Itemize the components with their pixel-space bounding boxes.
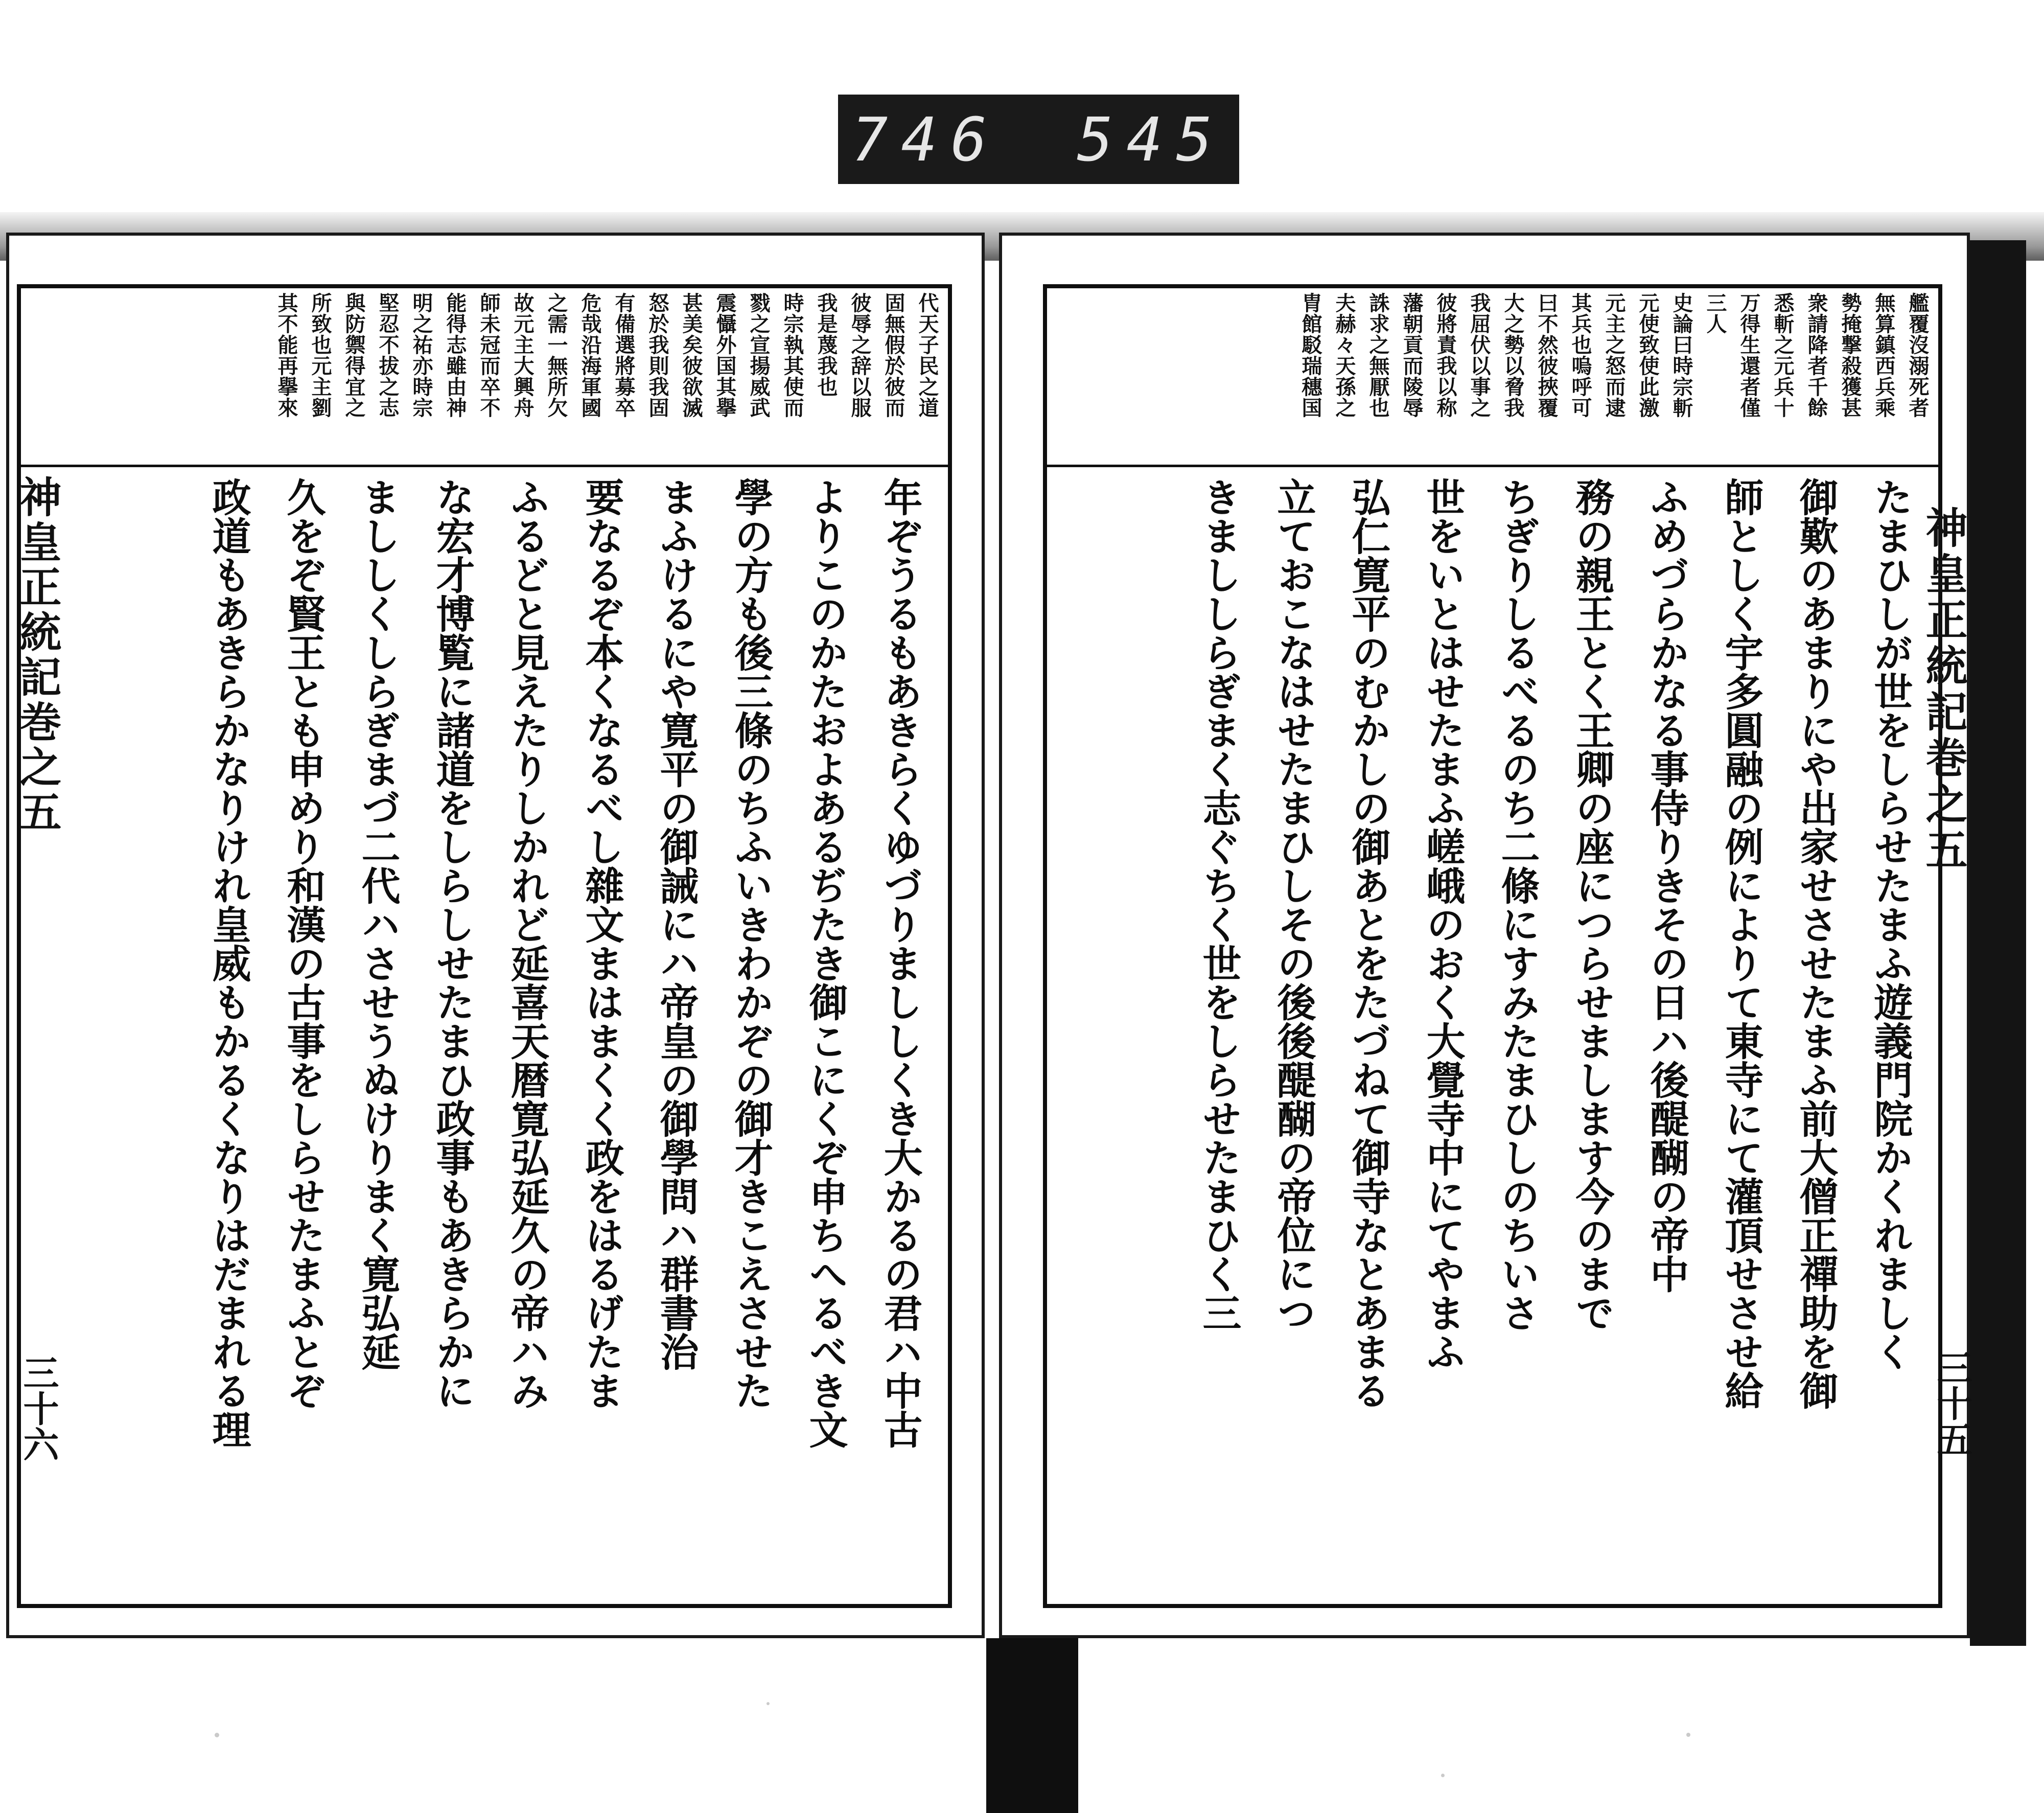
kanbun-line: 我是蔑我也 <box>814 292 838 397</box>
plate-right-number: 545 <box>1077 104 1226 175</box>
catalogue-number-plate <box>838 95 1239 184</box>
kanbun-line: 悉斬之元兵十 <box>1771 292 1795 418</box>
text-line: 世をいとはせたまふ嵯峨のおく大覺寺中にてやまふ <box>1420 477 1466 1371</box>
kanbun-line: 勢掩撃殺獲甚 <box>1838 292 1862 418</box>
kanbun-line: 元使致使此激 <box>1636 292 1660 418</box>
kanbun-line: 師未冠而卒不 <box>477 292 501 418</box>
text-line: 學の方も後三條のちふいきわかぞの御才きこえさせた <box>728 477 774 1410</box>
plate-left-number: 746 <box>851 104 1001 175</box>
kanbun-line: 危哉沿海軍國 <box>578 292 602 418</box>
right-running-head: 神皇正統記巻之五 <box>1919 506 1968 874</box>
text-line: 久をぞ賢王とも申めり和漢の古事をしらせたまふとぞ <box>281 477 326 1410</box>
ink-speck <box>766 1702 770 1705</box>
right-page-edge-shadow <box>1970 240 2026 1646</box>
left-running-head: 神皇正統記巻之五 <box>13 475 62 835</box>
kanbun-line: 怒於我則我固 <box>645 292 669 418</box>
right-kanbun-header <box>1047 288 1938 467</box>
kanbun-line: 震懾外国其擧 <box>713 292 737 418</box>
text-line: 政道もあきらかなりけれ皇威もかるくなりはだまれる理 <box>206 477 251 1449</box>
kanbun-line: 曰不然彼挾覆 <box>1535 292 1559 418</box>
text-line: 務の親王とく王卿の座につらせまします今のまで <box>1569 477 1615 1332</box>
text-line: 年ぞうるもあきらくゆづりまししくき大かるの君ハ中古 <box>877 477 923 1449</box>
kanbun-line: 故元主大興舟 <box>510 292 535 418</box>
kanbun-line: 彼將責我以称 <box>1433 292 1457 418</box>
text-line: 師としく宇多圓融の例によりて東寺にて灌頂せさせ給 <box>1718 477 1764 1410</box>
kanbun-line: 万得生還者僅 <box>1737 292 1761 418</box>
ink-speck <box>215 1733 219 1737</box>
right-folio: 三十五 <box>1931 1349 1973 1457</box>
kanbun-line: 胄館駁瑞穗国 <box>1298 292 1322 418</box>
text-line: ふめづらかなる事侍りきその日ハ後醍醐の帝中 <box>1644 477 1689 1293</box>
kanbun-line: 我屈伏以事之 <box>1467 292 1491 418</box>
text-line: たまひしが世をしらせたまふ遊義門院かくれましく <box>1868 477 1913 1371</box>
ink-speck <box>1441 1774 1445 1777</box>
text-line: 立ておこなはせたまひしその後後醍醐の帝位につ <box>1271 477 1316 1332</box>
kanbun-line: 大之勢以脅我 <box>1501 292 1525 418</box>
kanbun-line: 彼辱之辞以服 <box>848 292 872 418</box>
kanbun-line: 有備選將募卒 <box>612 292 636 418</box>
text-line: ちぎりしるべるのち二條にすみたまひしのちいさ <box>1495 477 1540 1332</box>
kanbun-line: 固無假於彼而 <box>881 292 905 418</box>
kanbun-line: 甚美矣彼欲滅 <box>679 292 703 418</box>
right-text-frame <box>1043 284 1942 1608</box>
text-line: な宏才博覧に諸道をしらしせたまひ政事もあきらかに <box>430 477 475 1410</box>
text-line: まししくしらぎまづ二代ハさせうぬけりまく寛弘延 <box>355 477 401 1371</box>
kanbun-line: 衆請降者千餘 <box>1804 292 1828 418</box>
kanbun-line: 元主之怒而逮 <box>1602 292 1626 418</box>
kanbun-line: 誅求之無厭也 <box>1366 292 1390 418</box>
kanbun-line: 其不能再擧來 <box>274 292 298 418</box>
right-page <box>999 233 1970 1638</box>
kanbun-line: 無算鎮西兵乘 <box>1872 292 1896 418</box>
gutter-binding-strip <box>986 1638 1078 1813</box>
left-main-text <box>21 467 948 1604</box>
kanbun-line: 藩朝貢而陵辱 <box>1400 292 1424 418</box>
kanbun-line: 其兵也嗚呼可 <box>1568 292 1592 418</box>
kanbun-line: 與防禦得宜之 <box>342 292 366 418</box>
text-line: ふるどと見えたりしかれど延喜天暦寛弘延久の帝ハみ <box>504 477 550 1410</box>
text-line: 要なるぞ本くなるべし雜文まはまくく政をはるげたま <box>579 477 624 1410</box>
ink-speck <box>1686 1733 1690 1737</box>
kanbun-line: 時宗執其使而 <box>780 292 804 418</box>
kanbun-line: 能得志雖由神 <box>443 292 467 418</box>
left-page <box>6 233 985 1638</box>
right-main-text <box>1047 467 1938 1604</box>
kanbun-line: 艦覆沒溺死者 <box>1906 292 1930 418</box>
text-line: 弘仁寛平のむかしの御あとをたづねて御寺なとあまる <box>1345 477 1391 1410</box>
left-text-frame <box>17 284 952 1608</box>
kanbun-line: 三人 <box>1703 292 1727 334</box>
kanbun-line: 戮之宣揚威武 <box>747 292 771 418</box>
kanbun-line: 史論曰時宗斬 <box>1669 292 1693 418</box>
kanbun-line: 明之祐亦時宗 <box>409 292 433 418</box>
text-line: まふけるにや寛平の御誡にハ帝皇の御學問ハ群書治 <box>654 477 699 1371</box>
kanbun-line: 堅忍不拔之志 <box>376 292 400 418</box>
text-line: きまししらぎまく志ぐちく世をしらせたまひく三 <box>1196 477 1242 1332</box>
kanbun-line: 夫赫々天孫之 <box>1332 292 1356 418</box>
text-line: よりこのかたおよあるぢたき御こにくぞ申ちへるべき文 <box>803 477 848 1449</box>
left-folio: 三十六 <box>17 1355 60 1462</box>
kanbun-line: 代天子民之道 <box>915 292 939 418</box>
left-kanbun-header <box>21 288 948 467</box>
kanbun-line: 所致也元主劉 <box>308 292 332 418</box>
kanbun-line: 之需一無所欠 <box>544 292 568 418</box>
text-line: 御歎のあまりにや出家せさせたまふ前大僧正禪助を御 <box>1793 477 1839 1410</box>
